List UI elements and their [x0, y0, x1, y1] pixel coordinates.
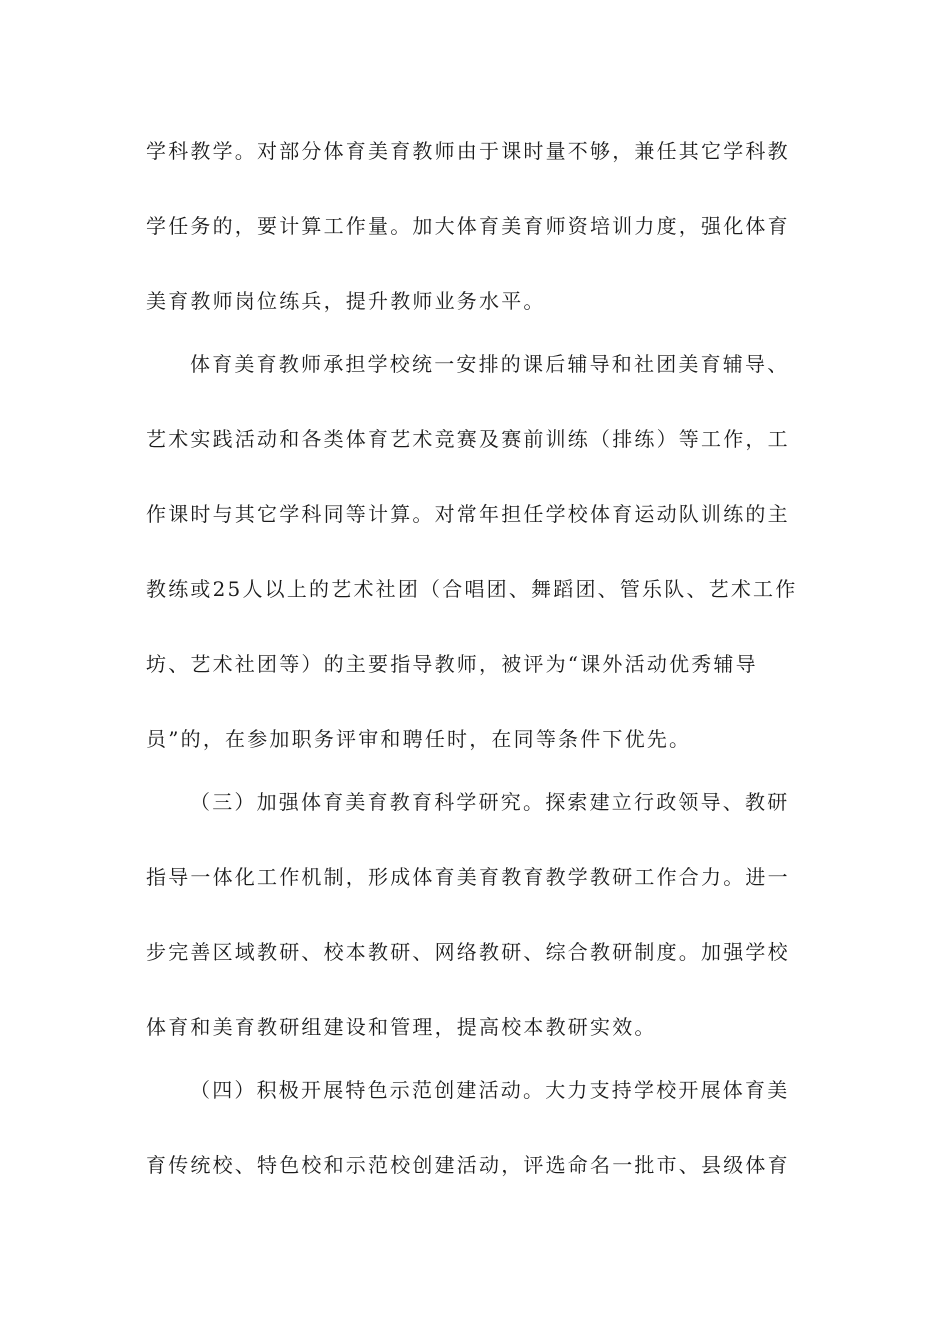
text-line: 美育教师岗位练兵，提升教师业务水平。 — [146, 289, 546, 313]
text-line: 坊、艺术社团等）的主要指导教师，被评为“课外活动优秀辅导 — [146, 652, 758, 676]
paragraph-first-line: 体育美育教师承担学校统一安排的课后辅导和社团美育辅导、 — [190, 352, 790, 376]
text-line: 作课时与其它学科同等计算。对常年担任学校体育运动队训练的主 — [146, 502, 790, 526]
text-line: 员”的，在参加职务评审和聘任时，在同等条件下优先。 — [146, 727, 692, 751]
text-line: 艺术实践活动和各类体育艺术竞赛及赛前训练（排练）等工作，工 — [146, 427, 790, 451]
section-heading-line: （三）加强体育美育教育科学研究。探索建立行政领导、教研 — [190, 790, 790, 814]
text-line: 步完善区域教研、校本教研、网络教研、综合教研制度。加强学校 — [146, 940, 790, 964]
text-line: 学科教学。对部分体育美育教师由于课时量不够，兼任其它学科教 — [146, 139, 790, 163]
text-line: 指导一体化工作机制，形成体育美育教育教学教研工作合力。进一 — [146, 865, 790, 889]
text-line: 学任务的，要计算工作量。加大体育美育师资培训力度，强化体育 — [146, 214, 790, 238]
text-line: 体育和美育教研组建设和管理，提高校本教研实效。 — [146, 1015, 657, 1039]
text-line: 教练或25人以上的艺术社团（合唱团、舞蹈团、管乐队、艺术工作 — [146, 577, 798, 601]
text-line: 育传统校、特色校和示范校创建活动，评选命名一批市、县级体育 — [146, 1153, 790, 1177]
section-heading-line: （四）积极开展特色示范创建活动。大力支持学校开展体育美 — [190, 1078, 790, 1102]
